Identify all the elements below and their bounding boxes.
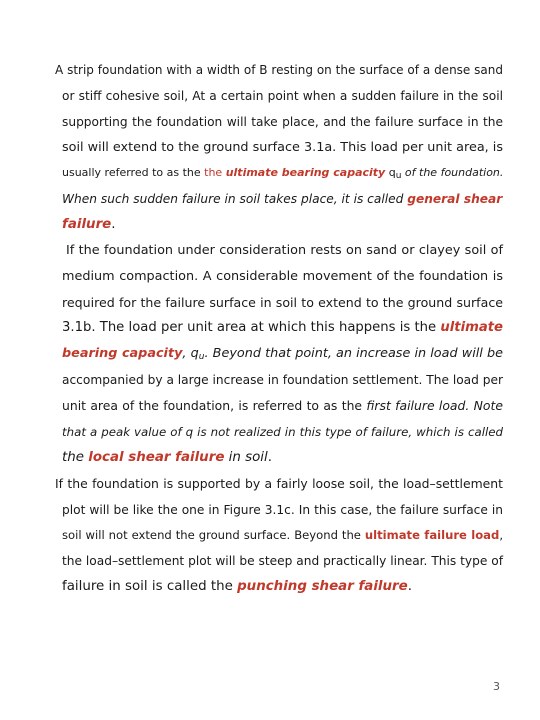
page-number: 3	[493, 680, 500, 693]
text-run: .	[111, 217, 116, 232]
highlight-term-bearing-capacity: bearing capacity	[62, 346, 183, 361]
p2-line-8: that a peak value of q is not realized in this type of failure, which is called	[62, 425, 503, 439]
text-run: .	[267, 450, 273, 465]
text-run: ,	[182, 346, 191, 361]
highlight-term-ultimate-bearing-capacity: ultimate bearing capacity	[225, 166, 386, 179]
p2-line-1: If the foundation under consideration rests on sand or clayey soil of	[66, 243, 503, 258]
p3-line-1: If the foundation is supported by a fairly loose soil, the load–settlement	[55, 476, 503, 491]
p2-line-3: required for the failure surface in soil to extend to the ground surface	[62, 295, 503, 310]
text-run: the	[62, 450, 89, 465]
p1-line-7	[62, 216, 116, 234]
text-run: . Beyond that point, an increase in load will be	[204, 346, 503, 361]
p2-line-5	[62, 345, 503, 363]
text-run: .	[407, 579, 412, 594]
text-run: When such sudden failure in soil takes place, it is called	[62, 192, 408, 206]
text-run: . Note	[465, 398, 503, 413]
p2-line-6: accompanied by a large increase in foundation settlement. The load per	[62, 373, 504, 387]
highlight-term-local-shear-failure: local shear failure	[88, 450, 225, 465]
text-run: soil will not extend the ground surface. Beyond the	[62, 528, 365, 542]
text-run: q	[190, 346, 199, 361]
highlight-term-failure: failure	[62, 217, 112, 232]
p2-line-7	[62, 397, 503, 415]
p3-line-5	[62, 578, 412, 596]
text-run: ,	[499, 528, 503, 542]
highlight-term-general-shear: general shear	[407, 192, 503, 206]
highlight-term-punching-shear-failure: punching shear failure	[237, 579, 408, 594]
p2-line-2: medium compaction. A considerable movement of the foundation is	[62, 269, 503, 284]
text-run: q	[385, 166, 396, 179]
p3-line-2: plot will be like the one in Figure 3.1c. In this case, the failure surface in	[62, 503, 503, 517]
text-run: of the foundation.	[401, 166, 504, 179]
text-run: in soil	[224, 450, 268, 465]
subscript: u	[395, 171, 402, 181]
highlight-term-ultimate-failure-load: ultimate failure load	[364, 528, 500, 542]
p1-line-5	[62, 164, 503, 182]
p2-line-9	[62, 449, 272, 467]
p1-line-2: or stiff cohesive soil, At a certain point when a sudden failure in the soil	[62, 89, 503, 103]
p1-line-1: A strip foundation with a width of B resting on the surface of a dense sand	[55, 63, 503, 77]
highlight-term: the	[204, 166, 226, 179]
text-run: 3.1b. The load per unit area at which this happens is the	[62, 320, 441, 335]
text-run: failure in soil is called the	[62, 579, 238, 594]
p1-line-4: soil will extend to the ground surface 3.1a. This load per unit area, is	[62, 140, 504, 155]
highlight-term-ultimate: ultimate	[440, 320, 503, 335]
p3-line-4: the load–settlement plot will be steep and practically linear. This type of	[62, 554, 503, 568]
subscript: u	[198, 352, 205, 362]
text-run: unit area of the foundation, is referred to as the	[62, 398, 367, 413]
p1-line-3: supporting the foundation will take place, and the failure surface in the	[62, 115, 503, 129]
p1-line-6	[62, 190, 502, 208]
text-run-first-failure-load: first failure load	[366, 398, 466, 413]
p2-line-4	[62, 319, 503, 337]
text-run: usually referred to as the	[62, 166, 205, 179]
p3-line-3	[62, 526, 503, 544]
